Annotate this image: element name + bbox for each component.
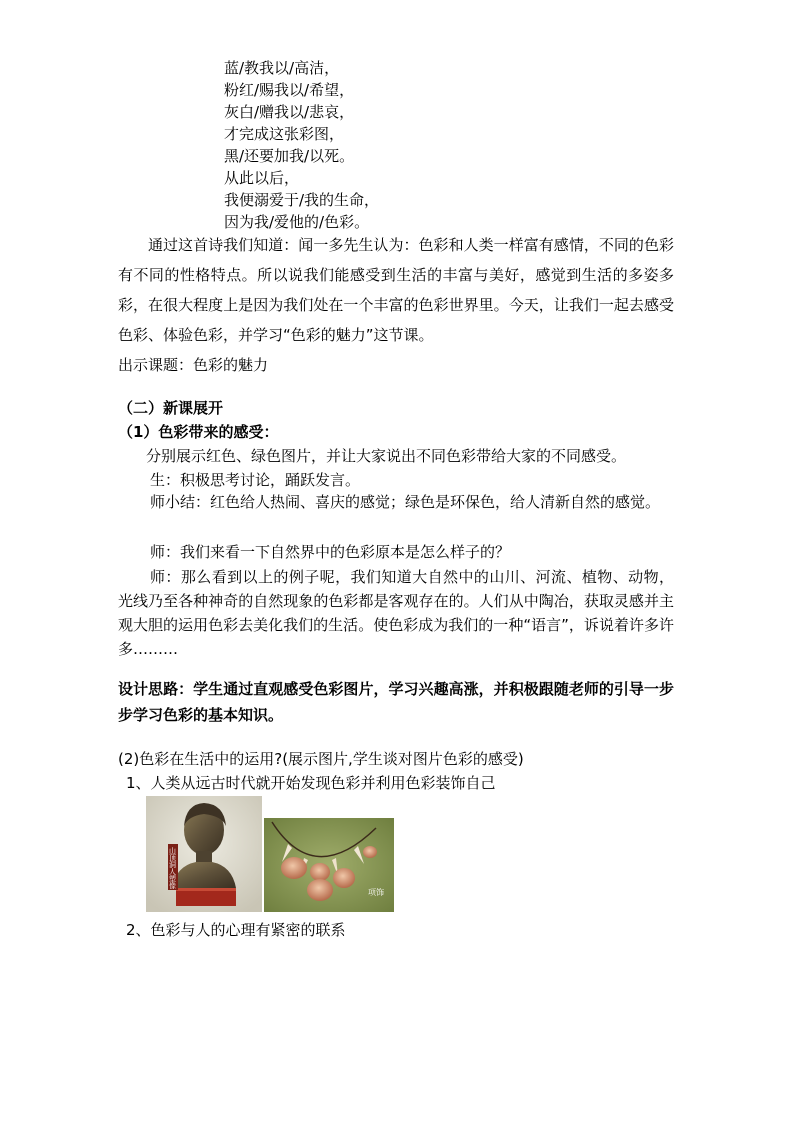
bust-label: 山顶洞人塑像 [169,847,176,890]
teacher-explanation: 师：那么看到以上的例子呢，我们知道大自然中的山川、河流、植物、动物，光线乃至各种神奇的自然现象的色彩都是客观存在的。人们从中陶冶，获取灵感并主观大胆的运用色彩去美化我们的生活。使色彩成为我们的一种“语言”，诉说着许多许多……… [118,568,674,658]
student-line: 生：积极思考讨论，踊跃发言。 [150,471,361,489]
necklace-photo [264,818,394,912]
bust-photo [146,796,262,912]
design-note: 设计思路：学生通过直观感受色彩图片，学习兴趣高涨，并积极跟随老师的引导一步步学习色彩的基本知识。 [118,680,674,724]
poem-line: 我便溺爱于/我的生命， [224,191,380,209]
teacher-question: 师：我们来看一下自然界中的色彩原本是怎么样子的？ [150,543,511,561]
subsection-heading: (2)色彩在生活中的运用?(展示图片,学生谈对图片色彩的感受) [118,750,524,768]
list-item: 2、色彩与人的心理有紧密的联系 [126,921,346,939]
subsection-heading: （1）色彩带来的感受： [118,423,279,441]
necklace-illustration [264,818,394,912]
topic-line: 出示课题：色彩的魅力 [118,356,269,374]
poem-line: 才完成这张彩图， [224,125,345,143]
poem-line: 从此以后， [224,169,300,187]
poem-line: 灰白/赠我以/悲哀， [224,103,355,121]
list-item: 1、人类从远古时代就开始发现色彩并利用色彩装饰自己 [126,774,496,792]
poem-line: 黑/还要加我/以死。 [224,147,355,165]
teacher-summary: 师小结：红色给人热闹、喜庆的感觉；绿色是环保色，给人清新自然的感觉。 [150,493,661,511]
show-images-line: 分别展示红色、绿色图片，并让大家说出不同色彩带给大家的不同感受。 [146,447,627,465]
necklace-label: 项饰 [368,888,384,897]
poem-line: 蓝/教我以/高洁， [224,59,340,77]
intro-paragraph: 通过这首诗我们知道：闻一多先生认为：色彩和人类一样富有感情，不同的色彩有不同的性格特点。所以说我们能感受到生活的丰富与美好，感觉到生活的多姿多彩，在很大程度上是因为我们处在一个丰富的色彩世界里。今天，让我们一起去感受色彩、体验色彩，并学习“色彩的魅力”这节课。 [118,236,674,344]
section-heading: （二）新课展开 [118,399,224,417]
poem-line: 因为我/爱他的/色彩。 [224,213,370,231]
bust-illustration [146,796,262,912]
poem-line: 粉红/赐我以/希望， [224,81,355,99]
